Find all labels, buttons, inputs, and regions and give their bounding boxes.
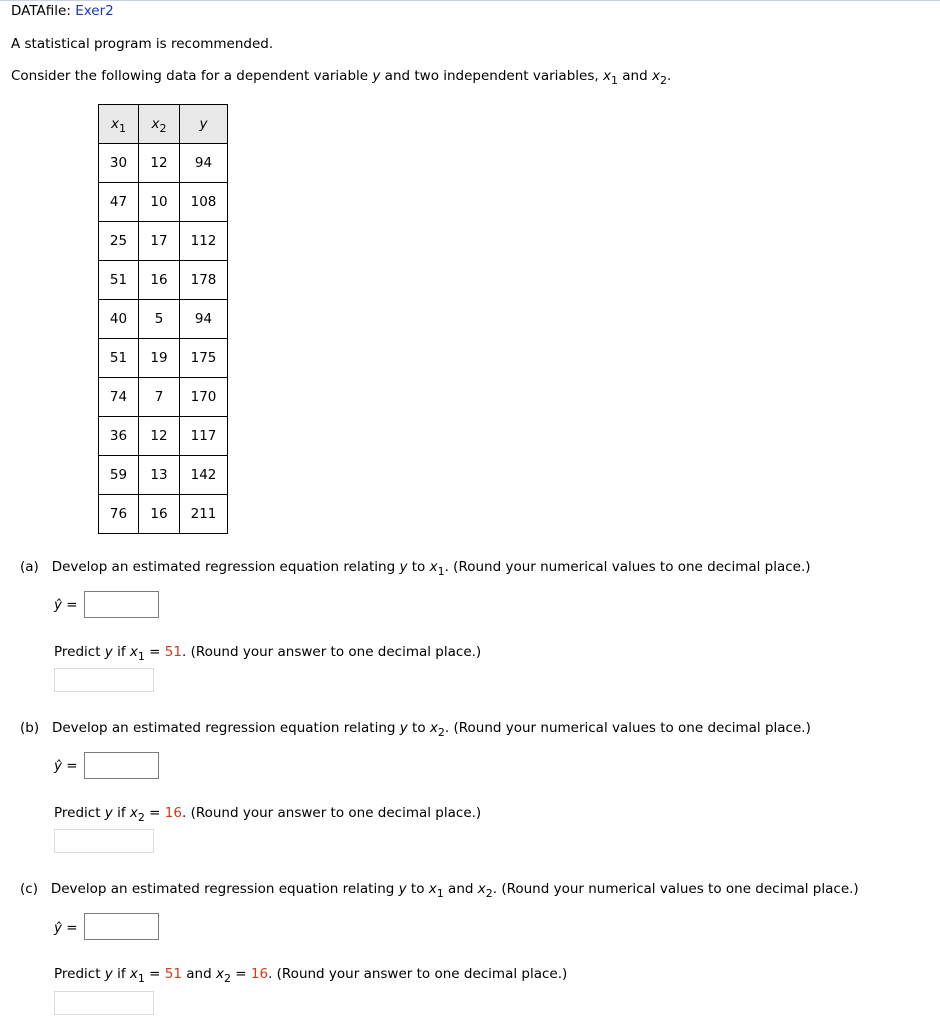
table-row bbox=[99, 300, 228, 339]
part-b-prediction-input[interactable] bbox=[54, 829, 154, 853]
datafile-label: DATAfile: bbox=[11, 3, 71, 19]
cell-x2: 13 bbox=[139, 456, 180, 495]
cell-x1: 51 bbox=[99, 261, 139, 300]
part-c-question: (c) Develop an estimated regression equation relating y to $x_1$ and $x_2$. (Round your numerical values to one decimal place.) bbox=[20, 881, 859, 900]
cell-x1: 40 bbox=[99, 300, 139, 339]
cell-x2: 19 bbox=[139, 339, 180, 378]
table-row bbox=[99, 183, 228, 222]
cell-x2: 5 bbox=[139, 300, 180, 339]
cell-x1: 74 bbox=[99, 378, 139, 417]
datafile-link[interactable]: Exer2 bbox=[75, 3, 114, 19]
cell-x1: 36 bbox=[99, 417, 139, 456]
table-row bbox=[99, 222, 228, 261]
table-body bbox=[99, 144, 228, 534]
cell-y: 117 bbox=[180, 417, 228, 456]
part-c-yhat-label: ŷ = bbox=[54, 920, 78, 936]
cell-y: 170 bbox=[180, 378, 228, 417]
cell-x2: 7 bbox=[139, 378, 180, 417]
part-a-equation-input[interactable] bbox=[84, 591, 159, 618]
cell-x1: 51 bbox=[99, 339, 139, 378]
table-row bbox=[99, 417, 228, 456]
part-a-prediction-input[interactable] bbox=[54, 668, 154, 692]
cell-y: 94 bbox=[180, 144, 228, 183]
part-c-equation-input[interactable] bbox=[84, 913, 159, 940]
part-c-prediction-input[interactable] bbox=[54, 991, 154, 1015]
part-a-yhat-label: ŷ = bbox=[54, 597, 78, 613]
cell-y: 175 bbox=[180, 339, 228, 378]
table-row bbox=[99, 144, 228, 183]
table-row bbox=[99, 456, 228, 495]
cell-x1: 76 bbox=[99, 495, 139, 534]
part-c-predict-prompt: Predict y if $x_1 = 51$ and $x_2 = 16$. (Round your answer to one decimal place.) bbox=[54, 966, 568, 985]
header-y: y bbox=[180, 105, 228, 144]
header-x1: $x_1$ bbox=[99, 105, 139, 144]
table-row bbox=[99, 261, 228, 300]
cell-x1: 30 bbox=[99, 144, 139, 183]
cell-x1: 47 bbox=[99, 183, 139, 222]
table-row bbox=[99, 378, 228, 417]
table-row bbox=[99, 495, 228, 534]
cell-x2: 10 bbox=[139, 183, 180, 222]
header-x2: $x_2$ bbox=[139, 105, 180, 144]
table-header-row bbox=[99, 105, 228, 144]
part-b-yhat-label: ŷ = bbox=[54, 758, 78, 774]
cell-y: 94 bbox=[180, 300, 228, 339]
top-divider bbox=[0, 0, 940, 1]
cell-x2: 12 bbox=[139, 417, 180, 456]
data-table bbox=[98, 104, 228, 534]
cell-x2: 16 bbox=[139, 495, 180, 534]
part-a-predict-prompt: Predict y if $x_1 = 51$. (Round your answer to one decimal place.) bbox=[54, 644, 482, 663]
part-a-question: (a) Develop an estimated regression equation relating y to $x_1$. (Round your numerical values to one decimal place.) bbox=[20, 559, 811, 578]
cell-y: 211 bbox=[180, 495, 228, 534]
cell-y: 178 bbox=[180, 261, 228, 300]
part-b-predict-prompt: Predict y if $x_2 = 16$. (Round your answer to one decimal place.) bbox=[54, 805, 482, 824]
cell-y: 108 bbox=[180, 183, 228, 222]
datafile-line bbox=[11, 3, 114, 19]
cell-x1: 59 bbox=[99, 456, 139, 495]
cell-x1: 25 bbox=[99, 222, 139, 261]
cell-x2: 12 bbox=[139, 144, 180, 183]
cell-y: 112 bbox=[180, 222, 228, 261]
cell-x2: 17 bbox=[139, 222, 180, 261]
table-row bbox=[99, 339, 228, 378]
intro-line-1: A statistical program is recommended. bbox=[11, 36, 274, 52]
intro-line-2: Consider the following data for a dependent variable y and two independent variables, $x_1$ and $x_2$. bbox=[11, 68, 672, 87]
cell-x2: 16 bbox=[139, 261, 180, 300]
part-b-question: (b) Develop an estimated regression equation relating y to $x_2$. (Round your numerical values to one decimal place.) bbox=[20, 720, 811, 739]
part-b-equation-input[interactable] bbox=[84, 752, 159, 779]
cell-y: 142 bbox=[180, 456, 228, 495]
